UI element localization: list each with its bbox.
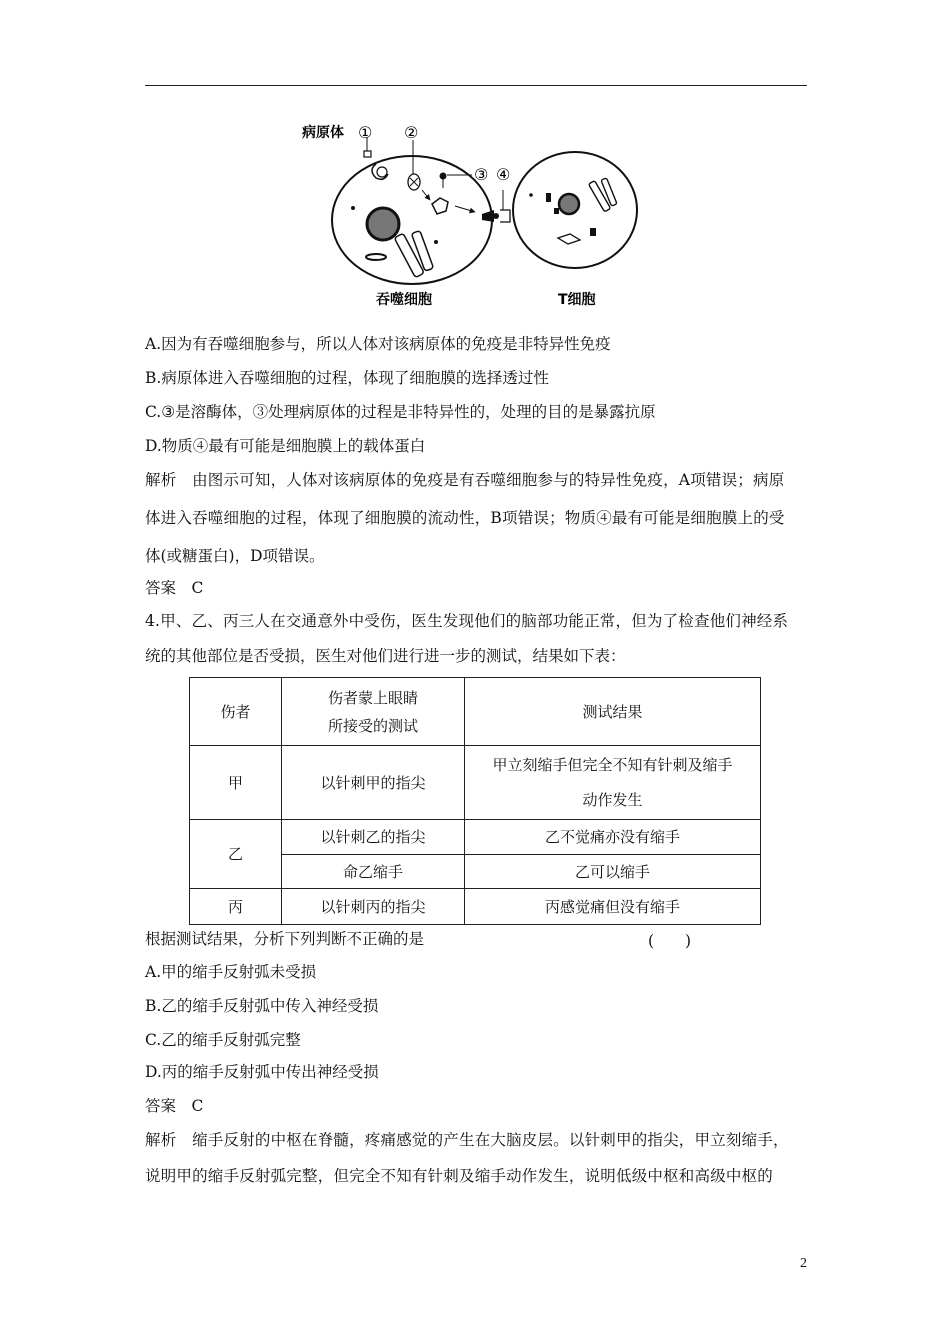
label-tcell: T细胞	[558, 292, 596, 308]
q4-stem-line-2: 统的其他部位是否受损，医生对他们进行进一步的测试，结果如下表：	[145, 647, 626, 665]
q4-stem-line-1: 4.甲、乙、丙三人在交通意外中受伤，医生发现他们的脑部功能正常，但为了检查他们神经系	[145, 612, 789, 630]
header-rule	[145, 85, 807, 86]
header-test-line-2: 所接受的测试	[327, 716, 418, 735]
q3-option-a: A.因为有吞噬细胞参与，所以人体对该病原体的免疫是非特异性免疫	[145, 335, 611, 353]
row-yi-who: 乙	[190, 820, 282, 889]
header-result: 测试结果	[465, 678, 761, 746]
header-injured: 伤者	[190, 678, 282, 746]
immune-diagram	[300, 118, 660, 318]
marker-2: ②	[404, 123, 419, 142]
row-jia-test: 以针刺甲的指尖	[282, 746, 465, 820]
row-bing-who: 丙	[190, 889, 282, 925]
row-bing-test: 以针刺丙的指尖	[282, 889, 465, 925]
q3-answer: 答案 C	[145, 579, 204, 597]
q4-option-d: D.丙的缩手反射弧中传出神经受损	[145, 1063, 379, 1081]
label-phagocyte: 吞噬细胞	[376, 292, 432, 308]
test-results-table	[189, 677, 761, 925]
q3-option-d: D.物质④最有可能是细胞膜上的载体蛋白	[145, 437, 426, 455]
q4-option-c: C.乙的缩手反射弧完整	[145, 1031, 301, 1049]
q4-option-b: B.乙的缩手反射弧中传入神经受损	[145, 997, 379, 1015]
q3-analysis-line-2: 体进入吞噬细胞的过程，体现了细胞膜的流动性，B项错误；物质④最有可能是细胞膜上的受	[145, 509, 785, 527]
marker-3: ③	[474, 165, 489, 184]
row-bing-result: 丙感觉痛但没有缩手	[465, 889, 761, 925]
row-jia-who: 甲	[190, 746, 282, 820]
header-test	[282, 678, 465, 746]
row-jia-result-line-1: 甲立刻缩手但完全不知有针刺及缩手	[492, 755, 733, 774]
q3-option-b: B.病原体进入吞噬细胞的过程，体现了细胞膜的选择透过性	[145, 369, 549, 387]
row-yi-result-b: 乙可以缩手	[465, 855, 761, 889]
row-jia-result	[465, 746, 761, 820]
q3-analysis-line-3: 体(或糖蛋白)，D项错误。	[145, 547, 325, 565]
header-test-line-1: 伤者蒙上眼睛	[327, 688, 418, 707]
q4-question: 根据测试结果，分析下列判断不正确的是	[145, 930, 425, 948]
marker-4: ④	[496, 165, 511, 184]
q4-answer: 答案 C	[145, 1097, 204, 1115]
q3-analysis-line-1: 解析 由图示可知，人体对该病原体的免疫是有吞噬细胞参与的特异性免疫，A项错误；病原	[145, 471, 785, 489]
q3-option-c: C.③是溶酶体，③处理病原体的过程是非特异性的，处理的目的是暴露抗原	[145, 403, 656, 421]
row-yi-test-b: 命乙缩手	[282, 855, 465, 889]
marker-1: ①	[358, 123, 373, 142]
answer-bracket: ( )	[648, 932, 692, 950]
row-yi-test-a: 以针刺乙的指尖	[282, 820, 465, 855]
row-jia-result-line-2: 动作发生	[582, 790, 643, 809]
q4-analysis-line-1: 解析 缩手反射的中枢在脊髓，疼痛感觉的产生在大脑皮层。以针刺甲的指尖，甲立刻缩手，	[145, 1131, 789, 1149]
q4-analysis-line-2: 说明甲的缩手反射弧完整，但完全不知有针刺及缩手动作发生，说明低级中枢和高级中枢的	[145, 1167, 774, 1185]
row-yi-result-a: 乙不觉痛亦没有缩手	[465, 820, 761, 855]
q4-option-a: A.甲的缩手反射弧未受损	[145, 963, 317, 981]
label-pathogen: 病原体	[302, 125, 344, 141]
page-number: 2	[800, 1256, 807, 1271]
